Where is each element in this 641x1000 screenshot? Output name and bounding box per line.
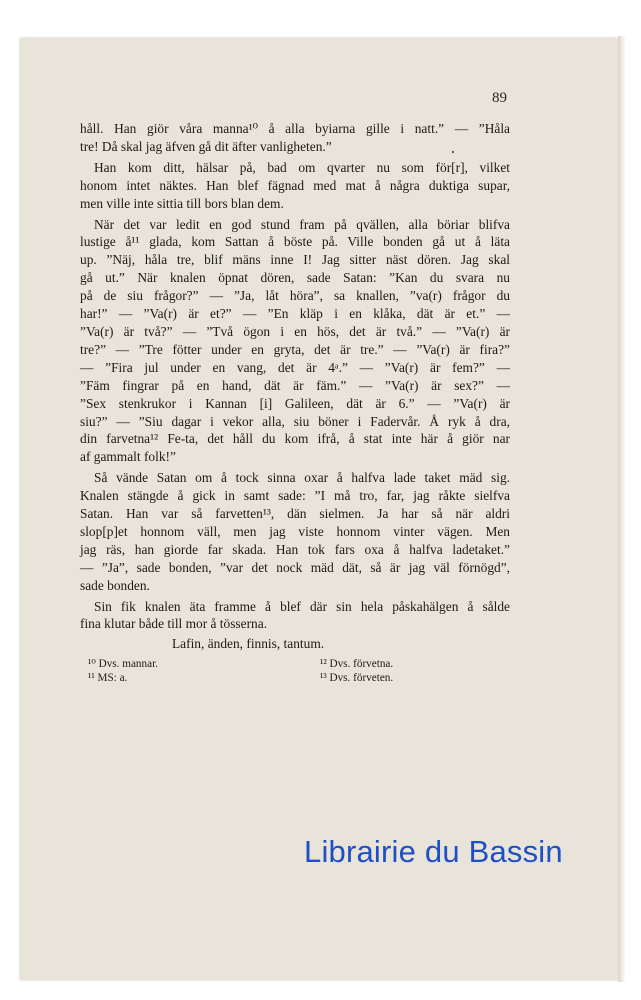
body-line: siu?” — ”Siu dagar i vekor alla, siu böner i Fadervår. Å ryk å dra,: [80, 413, 510, 429]
body-line: lustige å¹¹ glada, kom Sattan å böste på. Ville bonden gå ut å läta: [80, 234, 510, 250]
body-line: När det var ledit en god stund fram på qvällen, alla böriar blifva: [94, 216, 510, 232]
footnote: ¹³ Dvs. förveten.: [320, 672, 394, 684]
footnote: ¹⁰ Dvs. mannar.: [88, 658, 158, 670]
body-line: fina klutar både till mor å tösserna.: [80, 616, 268, 632]
body-line: tre! Då skal jag äfven gå dit äfter vanligheten.”: [80, 138, 332, 154]
body-text: [80, 120, 510, 653]
body-line: slop[p]et honnom väll, men jag viste honnom vinter vägen. Men: [80, 523, 510, 539]
body-line: Han kom ditt, hälsar på, bad om qvarter nu som för[r], vilket: [94, 159, 510, 175]
body-line: up. ”Näj, håla tre, blif mäns inne I! Jag sitter näst dören. Jag skal: [80, 252, 510, 268]
footnote: ¹¹ MS: a.: [88, 672, 128, 684]
body-line: ”Sex stenkrukor i Kannan [i] Galileen, dät är 6.” — ”Va(r) är: [80, 395, 510, 411]
page-number: 89: [492, 90, 507, 106]
body-line: Satan. Han var så farvetten¹³, dän sielmen. Ja har så när aldri: [80, 506, 510, 522]
body-line: — ”Fira jul under en vang, det är 4ᵃ.” — ”Va(r) är fem?” —: [80, 359, 510, 375]
footnote-column-right: [320, 657, 520, 685]
body-line: ”Fäm fingrar på en hand, dät är fäm.” — ”Va(r) är sex?” —: [80, 377, 510, 393]
body-line: tre?” — ”Tre fötter under en gryta, det är tre.” — ”Va(r) är fira?”: [80, 341, 510, 357]
body-line: din farvetna¹² Fe-ta, det håll du kom ifrå, å stat inte här å giör nar: [80, 431, 510, 447]
body-line: håll. Han giör våra manna¹⁰ å alla byiarna gille i natt.” — ”Håla: [80, 121, 510, 136]
footnote: ¹² Dvs. förvetna.: [320, 658, 394, 670]
body-line: men ville inte sittia till bors blan dem.: [80, 195, 284, 211]
body-line: af gammalt folk!”: [80, 449, 176, 465]
body-line: på de siu frågor?” — ”Ja, låt höra”, sa knallen, ”va(r) frågor du: [80, 288, 510, 304]
body-line: sade bonden.: [80, 577, 150, 593]
footnote-column-left: [88, 657, 288, 685]
watermark-text: Librairie du Bassin: [304, 834, 563, 869]
body-line: honom intet näktes. Han blef fägnad med mat å några duktiga supar,: [80, 177, 510, 193]
body-line: Knalen stängde å gick in samt sade: ”I må tro, far, jag råkte sielfva: [80, 488, 510, 504]
body-line: ”Va(r) är två?” — ”Två ögon i en hös, det är två.” — ”Va(r) är: [80, 323, 510, 339]
closing-line: Lafin, änden, finnis, tantum.: [172, 636, 325, 652]
body-line: — ”Ja”, sade bonden, ”var det nock mäd dät, så är jag väl förnögd”,: [80, 559, 510, 575]
body-line: Sin fik knalen äta framme å blef där sin hela påskahälgen å sålde: [94, 598, 510, 614]
body-line: Så vände Satan om å tock sinna oxar å halfva lade taket mäd sig.: [94, 470, 510, 486]
body-line: gå ut.” När knalen öpnat dören, sade Satan: ”Kan du svara nu: [80, 270, 510, 286]
body-line: jag räs, han giorde far skada. Han tok fars oxa å halfva ladetaket.”: [80, 541, 510, 557]
page-edge: [618, 36, 626, 982]
body-line: har!” — ”Va(r) är et?” — ”En kläp i en klåka, dät är et.” —: [80, 306, 510, 322]
